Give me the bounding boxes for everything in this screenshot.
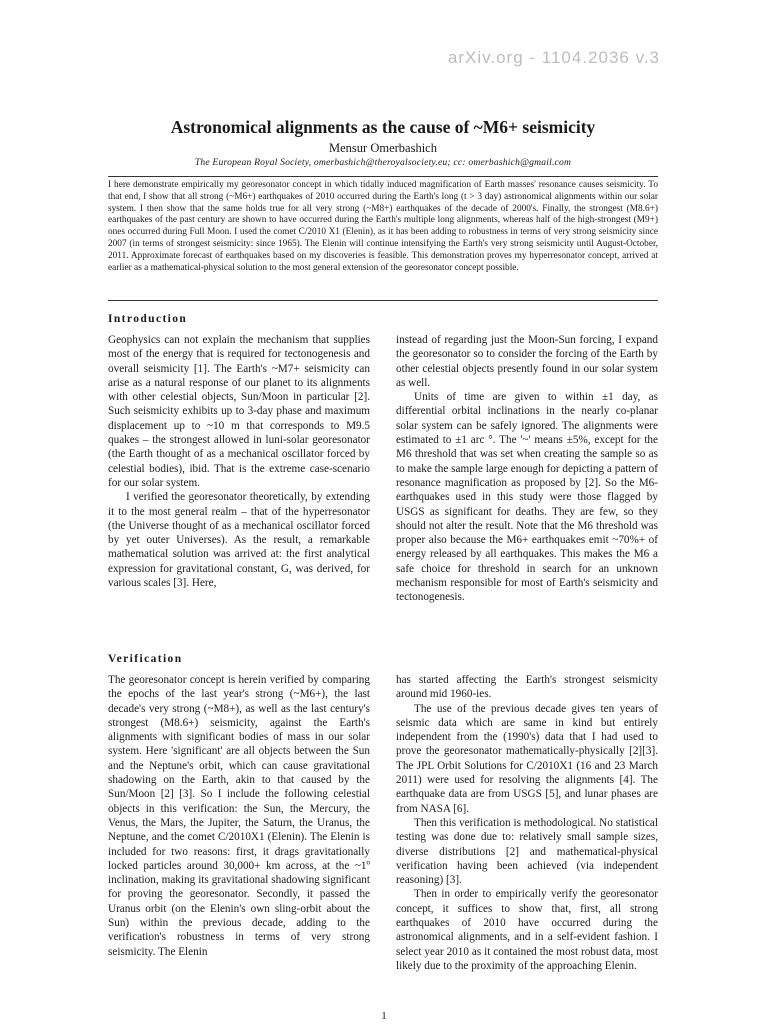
paper-title: Astronomical alignments as the cause of ~M6+ seismicity (170, 117, 596, 137)
verification-left-column (108, 673, 370, 959)
verification-right-column (396, 673, 658, 973)
paragraph: instead of regarding just the Moon-Sun forcing, I expand the georesonator so to consider the forcing of the Earth by other celestial objects presently found in our solar system as well. (396, 334, 658, 389)
arxiv-watermark: arXiv.org - 1104.2036 v.3 (447, 48, 660, 67)
paragraph: The use of the previous decade gives ten years of seismic data which are same in kind but entirely independent from the (1990's) data that I had used to prove the georesonator mathematically-physically [2][3]. The JPL Orbit Solutions for C/2010X1 (16 and 23 March 2011) were used for resolving the alignments [4]. The earthquake data are from USGS [5], and lunar phases are from NASA [6]. (396, 702, 658, 815)
section-heading-introduction: Introduction (108, 313, 188, 325)
page-number: 1 (381, 1010, 387, 1022)
paragraph: Then this verification is methodological. No statistical testing was done due to: relatively small sample sizes, diverse distributions [2] and mathematical-physical verification having been achieved (via independent reasoning) [3]. (396, 816, 658, 887)
introduction-right-column (396, 333, 658, 605)
paper-header (108, 116, 658, 170)
paragraph: I verified the georesonator theoretically, by extending it to the most general realm – that of the hyperresonator (the Universe thought of as a mechanical oscillator forced by yet outer Universes). As the result, a remarkable mathematical solution was arrived at: the first analytical expression for gravitational constant, G, was derived, for various scales [3]. Here, (108, 491, 370, 590)
section-heading-verification: Verification (108, 653, 183, 665)
paragraph: Then in order to empirically verify the georesonator concept, it suffices to show that, first, all strong earthquakes of 2010 have occurred during the astronomical alignments, and in a self-evident fashion. I select year 2010 as it contained the most robust data, most likely due to the proximity of the approaching Elenin. (396, 888, 658, 972)
paragraph: Units of time are given to within ±1 day, as differential orbital inclinations in the nearly co-planar solar system can be safely ignored. The alignments were estimated to ±1 arc °. The '~' means ±5%, except for the M6 threshold that was set when creating the sample so as to make the sample large enough for depicting a pattern of resonance magnification as proposed by [2]. So the M6- earthquakes used in this study were those flagged by USGS as significant for deaths. They are few, so they should not alter the result. Note that the M6 threshold was proper also because the M6+ earthquakes emit ~70%+ of energy released by all earthquakes. This makes the M6 a safe choice for threshold in search for an unknown mechanism responsible for most of Earth's seismicity and tectonogenesis. (396, 391, 658, 604)
paper-affiliation: The European Royal Society, omerbashich@theroyalsociety.eu; cc: omerbashich@gmail.com (194, 157, 572, 168)
paragraph: Geophysics can not explain the mechanism that supplies most of the energy that is required for tectonogenesis and overall seismicity [1]. The Earth's ~M7+ seismicity can arise as a natural response of our planet to its alignments with other celestial objects, Sun/Moon in particular [2]. Such seismicity exhibits up to 3-day phase and maximum displacement up to ~10 m that corresponds to M9.5 quakes – the strongest allowed in luni-solar georesonator (the Earth thought of as a mechanical oscillator forced by celestial bodies), ibid. That is the extreme case-scenario for our solar system. (108, 334, 370, 489)
abstract-text: I here demonstrate empirically my georesonator concept in which tidally induced magnification of Earth masses' resonance causes seismicity. To that end, I show that all strong (~M6+) earthquakes of 2010 occurred during the Earth's long (t > 3 day) astronomical alignments within our solar system. I then show that the same holds true for all very strong (~M8+) earthquakes of the decade of 2000's. Finally, the strongest (M8.6+) earthquakes of the past century are shown to have occurred during the Earth's multiple long alignments, whereas half of the high-strongest (M9+) ones occurred during Full Moon. I used the comet C/2010 X1 (Elenin), as it has been adding to robustness in terms of very strong seismicity since 2007 (in terms of strongest seismicity: since 1965). The Elenin will continue intensifying the Earth's very strong seismicity until August-October, 2011. Approximate forecast of earthquakes based on my discoveries is feasible. This demonstration proves my hyperresonator concept, arrived at earlier as a mathematical-physical solution to the most general extension of the georesonator concept possible. (108, 180, 658, 273)
abstract-bottom-rule (108, 300, 658, 301)
introduction-left-column (108, 333, 370, 590)
paragraph: The georesonator concept is herein verified by comparing the epochs of the last year's strong (~M6+), the last decade's very strong (~M8+), as well as the last century's strongest (M8.6+) seismicity, against the Earth's alignments with significant bodies of mass in our solar system. Here 'significant' are all objects between the Sun and the Neptune's orbit, which can cause gravitational shadowing on the Earth, akin to that caused by the Sun/Moon [2] [3]. So I include the following celestial objects in this verification: the Sun, the Mercury, the Venus, the Mars, the Jupiter, the Saturn, the Uranus, the Neptune, and the comet C/2010X1 (Elenin). The Elenin is included for two reasons: first, it drags gravitationally locked particles around 30,000+ km across, at the ~1º inclination, making its gravitational shadowing significant for proving the georesonator. Secondly, it passed the Uranus orbit (on the Elenin's own sling-orbit about the Sun) within the previous decade, adding to the verification's robustness in terms of very strong seismicity. The Elenin (108, 674, 370, 958)
paper-author: Mensur Omerbashich (329, 141, 437, 155)
abstract-top-rule (108, 176, 658, 177)
paragraph: has started affecting the Earth's strongest seismicity around mid 1960-ies. (396, 674, 658, 701)
